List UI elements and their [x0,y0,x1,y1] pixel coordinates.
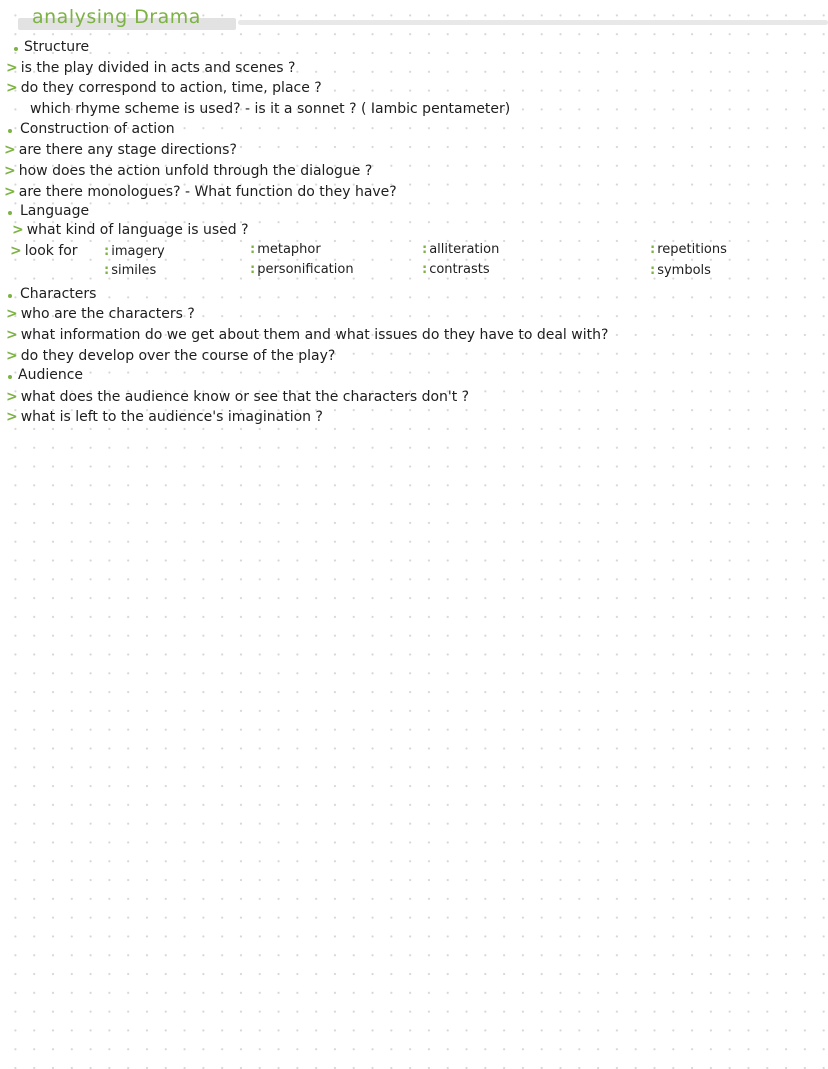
arrow-icon: > [4,184,16,200]
question-text: do they develop over the course of the play? [20,348,336,364]
device-item: : personification [250,262,354,277]
question-line [4,162,372,180]
question-text: is the play divided in acts and scenes ? [20,60,296,76]
device-item: : metaphor [250,242,321,257]
question-line [6,79,322,97]
device-item: : alliteration [422,242,500,257]
question-line [12,221,249,239]
section-heading-audience: Audience [18,367,84,383]
section-bullet-icon [8,294,12,298]
colon-bullet-icon: : [422,242,428,257]
device-item: : imagery [104,244,165,259]
look-for-line [10,242,78,260]
arrow-icon: > [4,163,16,179]
question-line [4,183,397,201]
device-item: : similes [104,263,157,278]
question-line [6,326,608,344]
arrow-icon: > [12,222,24,238]
arrow-icon: > [6,60,18,76]
arrow-icon: > [6,348,18,364]
colon-bullet-icon: : [104,263,110,278]
device-item: : repetitions [650,242,727,257]
colon-bullet-icon: : [650,242,656,257]
title-divider [238,20,828,25]
arrow-icon: > [4,142,16,158]
question-line [6,408,323,426]
question-text: who are the characters ? [20,306,195,322]
section-bullet-icon [14,47,18,51]
question-text: are there monologues? - What function do they have? [18,184,397,200]
colon-bullet-icon: : [104,244,110,259]
question-line [30,100,510,118]
arrow-icon: > [10,243,22,259]
arrow-icon: > [6,327,18,343]
page-title: analysing Drama [32,6,201,28]
colon-bullet-icon: : [650,263,656,278]
colon-bullet-icon: : [250,242,256,257]
arrow-icon: > [6,80,18,96]
question-text: what is left to the audience's imagination ? [20,409,323,425]
section-heading-construction: Construction of action [20,121,175,137]
question-text: how does the action unfold through the dialogue ? [18,163,373,179]
colon-bullet-icon: : [250,262,256,277]
question-line [6,388,469,406]
question-text: what kind of language is used ? [26,222,249,238]
section-bullet-icon [8,211,12,215]
section-bullet-icon [8,375,12,379]
question-line [6,59,295,77]
question-line [4,141,237,159]
section-bullet-icon [8,129,12,133]
section-heading-characters: Characters [20,286,97,302]
section-heading-language: Language [20,203,90,219]
question-line [6,305,195,323]
arrow-icon: > [6,389,18,405]
arrow-icon: > [6,409,18,425]
arrow-icon: > [6,306,18,322]
question-line [6,347,335,365]
section-heading-structure: Structure [24,39,90,55]
question-text: which rhyme scheme is used? - is it a sonnet ? ( Iambic pentameter) [30,101,511,117]
question-text: do they correspond to action, time, place ? [20,80,322,96]
device-item: : symbols [650,263,711,278]
question-text: what information do we get about them and what issues do they have to deal with? [20,327,609,343]
question-text: what does the audience know or see that the characters don't ? [20,389,470,405]
device-item: : contrasts [422,262,490,277]
question-text: are there any stage directions? [18,142,237,158]
colon-bullet-icon: : [422,262,428,277]
look-for-label: look for [24,243,78,259]
